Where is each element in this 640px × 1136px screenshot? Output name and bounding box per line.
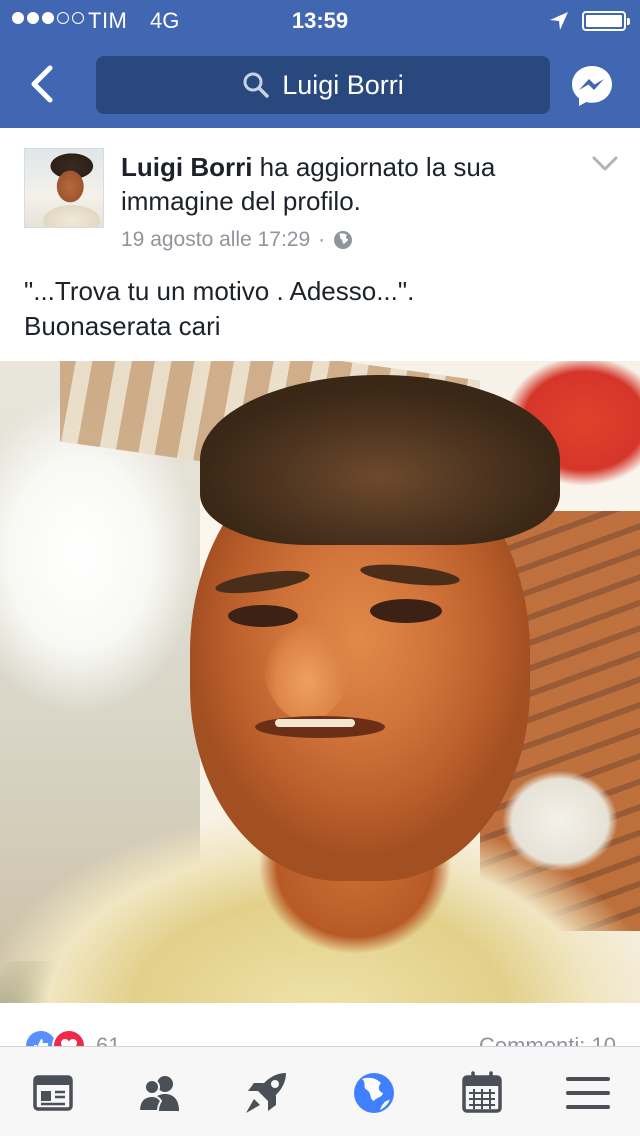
- caption-line-1: "...Trova tu un motivo . Adesso...".: [24, 276, 415, 306]
- post-timestamp[interactable]: 19 agosto alle 17:29: [121, 228, 311, 251]
- carrier-name: TIM: [88, 8, 128, 33]
- status-time: 13:59: [291, 8, 349, 33]
- post-action-text: ha aggiornato la sua immagine del profilo.: [121, 152, 496, 216]
- notifications-globe-icon[interactable]: [350, 1069, 398, 1117]
- post-photo[interactable]: [0, 361, 640, 1003]
- photo-right-eye: [370, 599, 442, 623]
- top-bar: [0, 0, 640, 128]
- author-name-link[interactable]: Luigi Borri: [121, 152, 253, 182]
- post-header: [0, 128, 640, 360]
- calendar-icon[interactable]: [458, 1069, 506, 1117]
- navigation-bar: [0, 40, 640, 128]
- avatar[interactable]: [24, 148, 104, 228]
- friends-icon[interactable]: [135, 1069, 183, 1117]
- globe-icon: [333, 230, 353, 250]
- news-feed-icon[interactable]: [29, 1069, 77, 1117]
- network-type: 4G: [150, 8, 180, 33]
- tab-bar: [0, 1046, 640, 1136]
- back-chevron-icon[interactable]: [26, 64, 60, 104]
- search-field[interactable]: [96, 56, 550, 114]
- post-caption: [24, 274, 624, 344]
- hamburger-menu-icon[interactable]: [564, 1069, 612, 1117]
- photo-nose: [262, 591, 352, 721]
- post-title: [121, 150, 576, 218]
- photo-teeth: [275, 719, 355, 727]
- caption-line-2: Buonaserata cari: [24, 311, 221, 341]
- location-arrow-icon: [548, 10, 570, 32]
- search-query-text: Luigi Borri: [282, 69, 404, 100]
- messenger-icon[interactable]: [570, 64, 614, 108]
- post-meta: [121, 228, 353, 252]
- meta-separator: ·: [318, 228, 326, 251]
- battery-icon: [582, 11, 626, 31]
- status-bar: [0, 0, 640, 40]
- rocket-icon[interactable]: [242, 1069, 290, 1117]
- chevron-down-icon[interactable]: [592, 156, 618, 172]
- search-icon: [242, 71, 270, 99]
- photo-hair: [200, 375, 560, 545]
